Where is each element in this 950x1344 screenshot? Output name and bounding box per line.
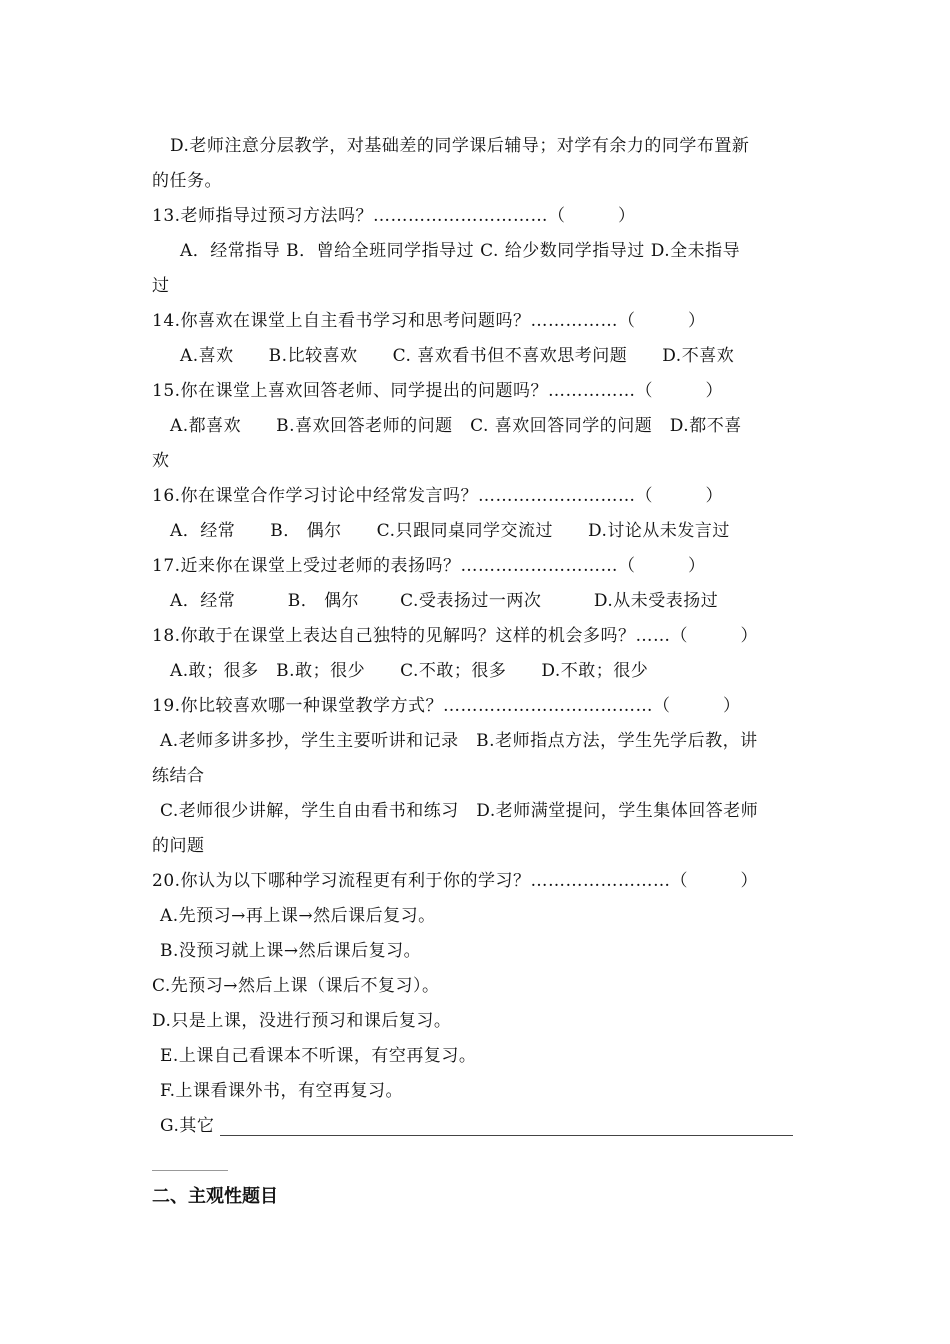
- question-18: 18.你敢于在课堂上表达自己独特的见解吗？这样的机会多吗？……（ ）: [152, 626, 759, 646]
- question-14-options: A.喜欢 B.比较喜欢 C. 喜欢看书但不喜欢思考问题 D.不喜欢: [180, 346, 735, 366]
- question-13-options: A．经常指导 B．曾给全班同学指导过 C. 给少数同学指导过 D.全未指导: [180, 241, 741, 261]
- question-15: 15.你在课堂上喜欢回答老师、同学提出的问题吗？……………（ ）: [152, 381, 724, 401]
- section-divider: [152, 1170, 228, 1171]
- question-20-option-g: G.其它: [160, 1116, 215, 1136]
- question-15-options: A.都喜欢 B.喜欢回答老师的问题 C. 喜欢回答同学的问题 D.都不喜: [170, 416, 742, 436]
- question-20-option-c: C.先预习→然后上课（课后不复习）。: [152, 976, 440, 996]
- text-line: D.老师注意分层教学，对基础差的同学课后辅导；对学有余力的同学布置新: [170, 136, 750, 156]
- question-20: 20.你认为以下哪种学习流程更有利于你的学习？……………………（ ）: [152, 871, 759, 891]
- question-20-option-f: F.上课看课外书，有空再复习。: [160, 1081, 404, 1101]
- text-line: 练结合: [152, 766, 205, 786]
- text-line: 的任务。: [152, 171, 222, 191]
- text-line: 过: [152, 276, 170, 296]
- question-14: 14.你喜欢在课堂上自主看书学习和思考问题吗？……………（ ）: [152, 311, 706, 331]
- question-20-option-d: D.只是上课，没进行预习和课后复习。: [152, 1011, 452, 1031]
- section-heading: 二、主观性题目: [152, 1186, 278, 1207]
- question-17-options: A．经常 B． 偶尔 C.受表扬过一两次 D.从未受表扬过: [170, 591, 719, 611]
- question-18-options: A.敢；很多 B.敢；很少 C.不敢；很多 D.不敢；很少: [170, 661, 649, 681]
- fill-in-blank-line: [220, 1135, 793, 1136]
- question-16-options: A．经常 B． 偶尔 C.只跟同桌同学交流过 D.讨论从未发言过: [170, 521, 730, 541]
- text-line: 的问题: [152, 836, 205, 856]
- question-19-options: A.老师多讲多抄，学生主要听讲和记录 B.老师指点方法，学生先学后教，讲: [160, 731, 758, 751]
- question-20-option-a: A.先预习→再上课→然后课后复习。: [160, 906, 436, 926]
- question-20-option-e: E.上课自己看课本不听课，有空再复习。: [160, 1046, 477, 1066]
- question-17: 17.近来你在课堂上受过老师的表扬吗？………………………（ ）: [152, 556, 706, 576]
- question-20-option-b: B.没预习就上课→然后课后复习。: [160, 941, 422, 961]
- question-16: 16.你在课堂合作学习讨论中经常发言吗？………………………（ ）: [152, 486, 724, 506]
- question-13: 13.老师指导过预习方法吗？…………………………（ ）: [152, 206, 636, 226]
- text-line: 欢: [152, 451, 170, 471]
- question-19: 19.你比较喜欢哪一种课堂教学方式？………………………………（ ）: [152, 696, 741, 716]
- question-19-options: C.老师很少讲解，学生自由看书和练习 D.老师满堂提问，学生集体回答老师: [160, 801, 759, 821]
